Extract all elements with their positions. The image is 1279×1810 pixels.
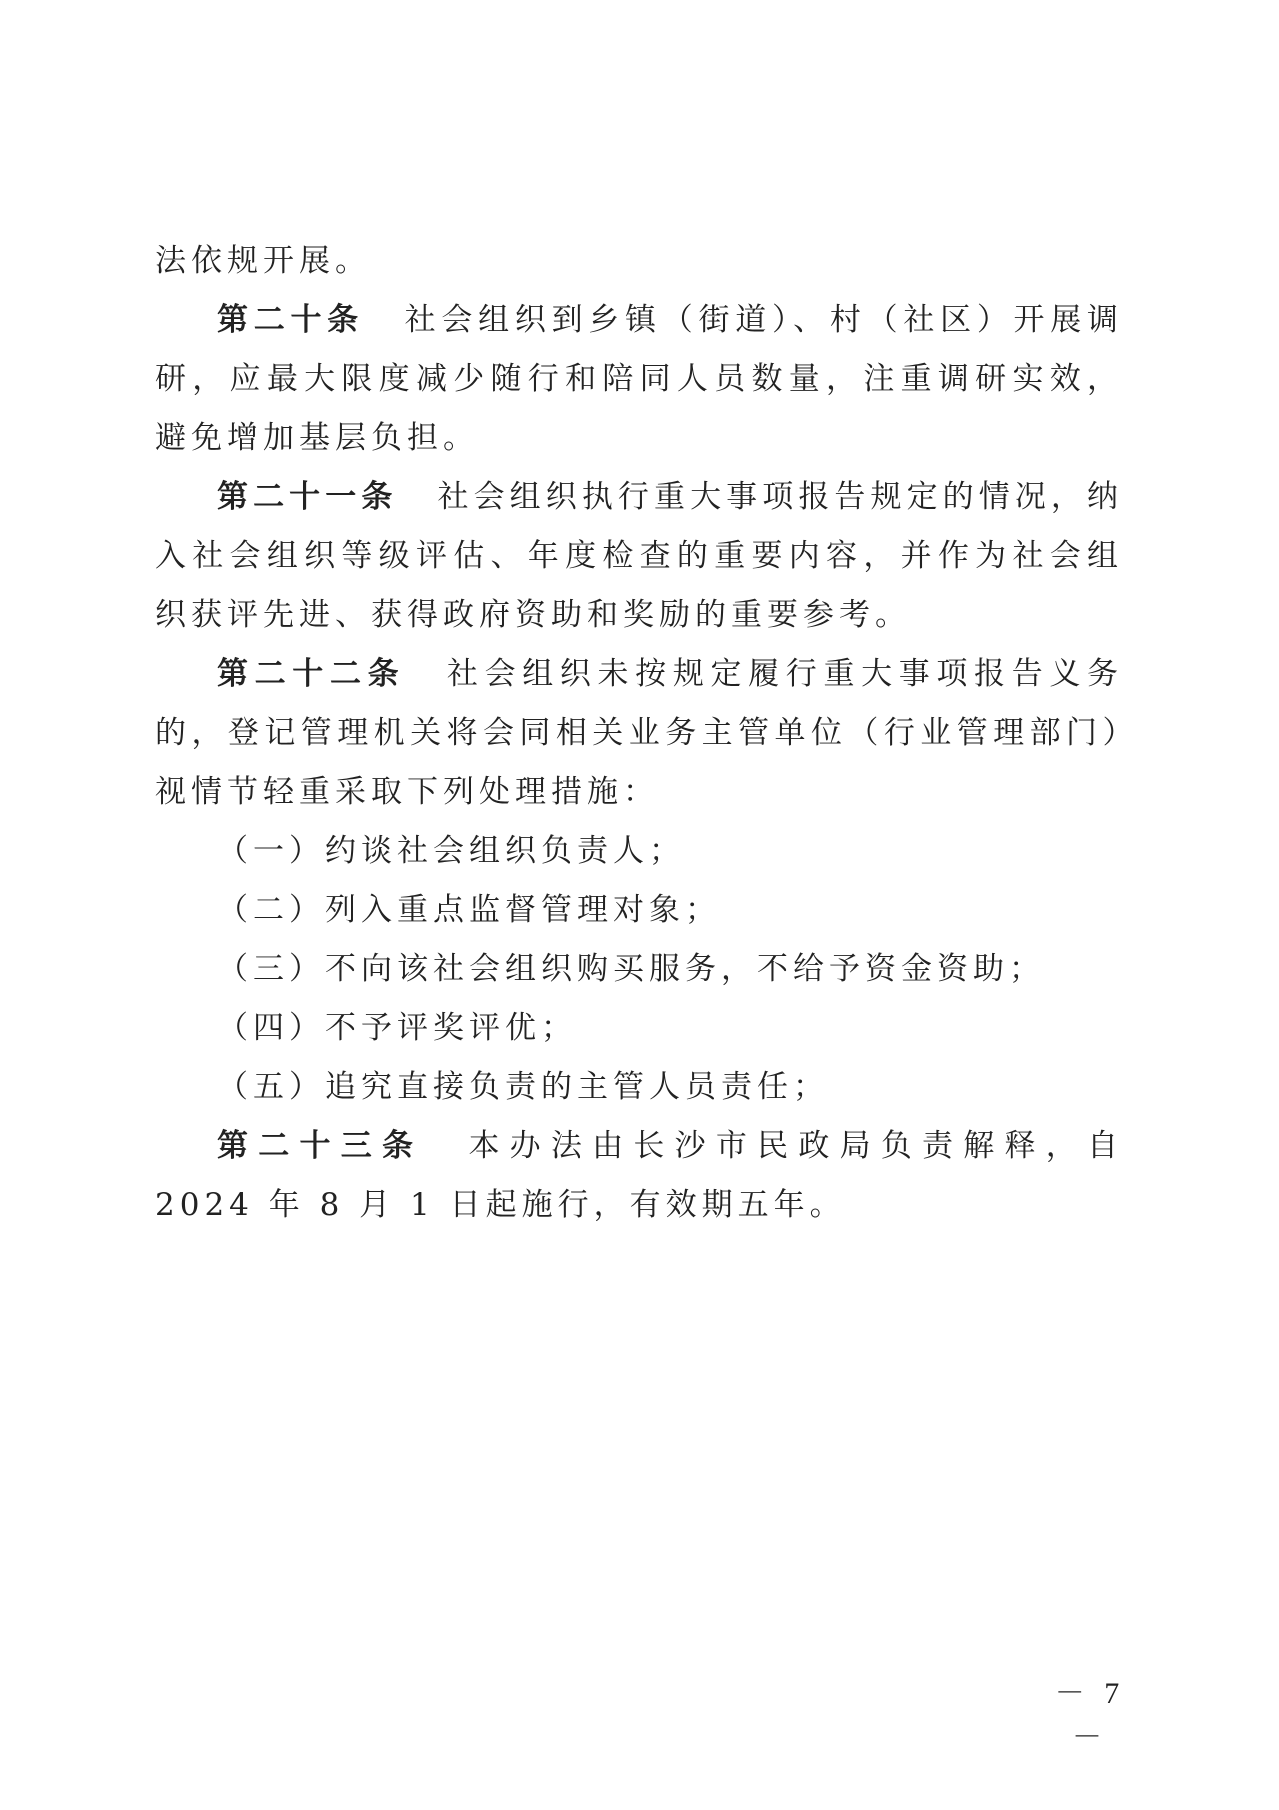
article-23 (155, 1117, 1123, 1235)
article-21-heading: 第二十一条 (217, 479, 398, 515)
article-20-text: 社会组织到乡镇（街道）、村（社区）开展调研，应最大限度减少随行和陪同人员数量，注重调研实效，避免增加基层负担。 (155, 302, 1124, 456)
list-item: （四）不予评奖评优； (217, 1010, 577, 1046)
article-20 (155, 291, 1123, 468)
article-23-text: 本办法由长沙市民政局负责解释，自 2024 年 8 月 1 日起施行，有效期五年。 (155, 1128, 1124, 1223)
list-item: （二）列入重点监督管理对象； (217, 892, 721, 928)
list-item: （一）约谈社会组织负责人； (217, 833, 685, 869)
article-21 (155, 468, 1123, 645)
article-21-text: 社会组织执行重大事项报告规定的情况，纳入社会组织等级评估、年度检查的重要内容，并作为社会组织获评先进、获得政府资助和奖励的重要参考。 (155, 479, 1124, 633)
list-item: （三）不向该社会组织购买服务，不给予资金资助； (217, 951, 1045, 987)
article-22 (155, 645, 1123, 822)
article-23-heading: 第二十三条 (217, 1128, 424, 1164)
page-number: － 7 － (1054, 1677, 1126, 1754)
article-22-text: 社会组织未按规定履行重大事项报告义务的，登记管理机关将会同相关业务主管单位（行业管理部门）视情节轻重采取下列处理措施： (155, 656, 1124, 810)
article-22-heading: 第二十二条 (217, 656, 406, 692)
article-20-heading: 第二十条 (217, 302, 364, 338)
document-body (155, 232, 1123, 1235)
list-item: （五）追究直接负责的主管人员责任； (217, 1069, 829, 1105)
paragraph-continuation: 法依规开展。 (155, 243, 371, 279)
